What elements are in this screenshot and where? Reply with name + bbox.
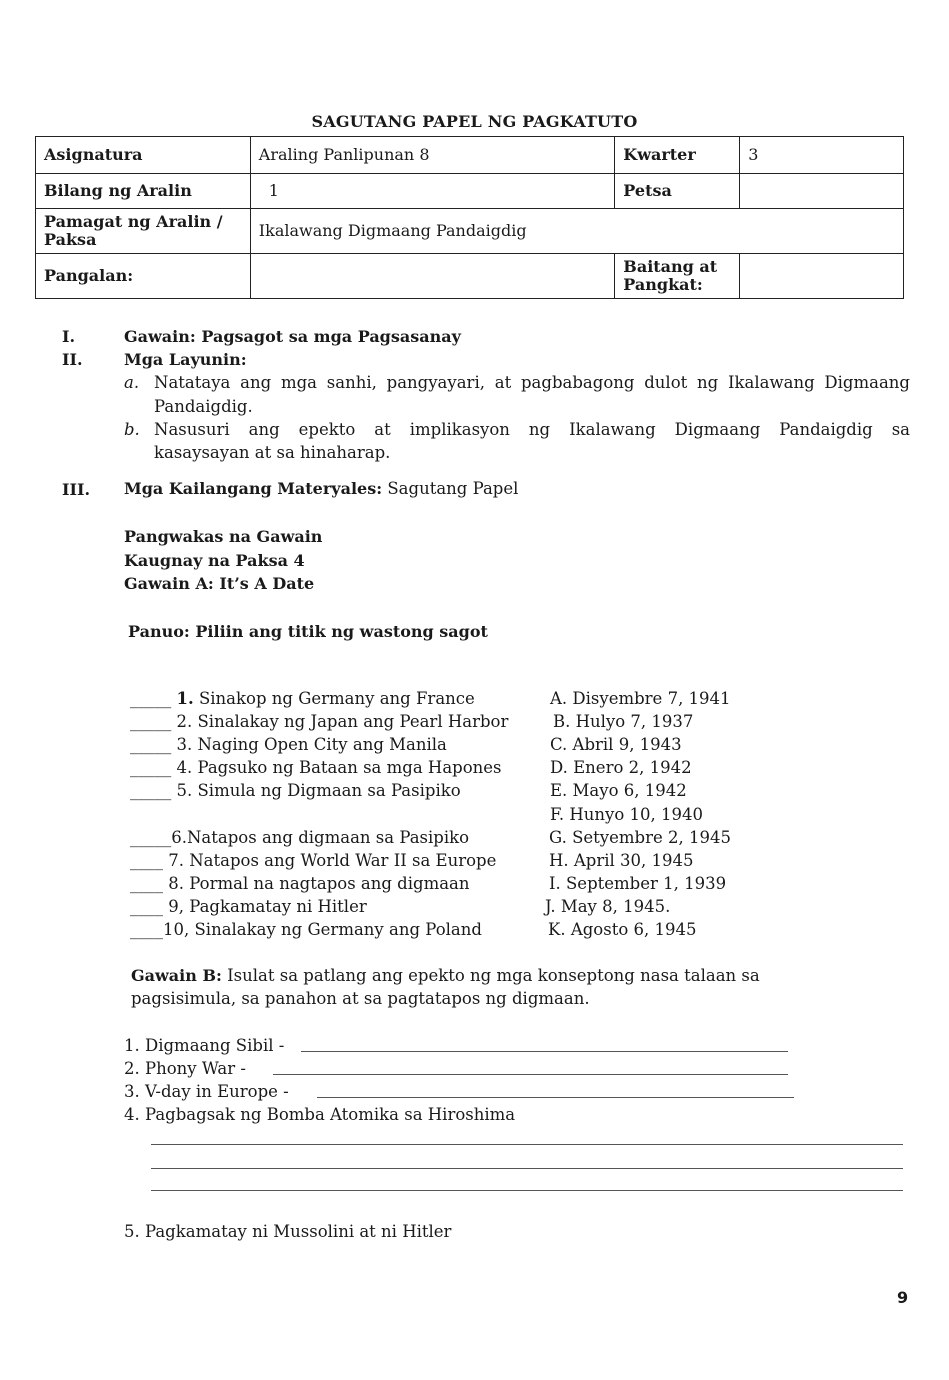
choice-c: C. Abril 9, 1943: [550, 735, 682, 754]
matching-item: [130, 828, 469, 847]
instructions: Panuo: Piliin ang titik ng wastong sagot: [128, 622, 488, 641]
objective-b-line2: kasaysayan at sa hinaharap.: [154, 443, 391, 462]
choice-b: B. Hulyo 7, 1937: [553, 712, 694, 731]
section-1-text: Gawain: Pagsagot sa mga Pagsasanay: [124, 327, 461, 346]
matching-item: [130, 735, 447, 754]
matching-item: [130, 920, 482, 939]
item-text: 7. Natapos ang World War II sa Europe: [163, 851, 497, 870]
activity-heading-3: Gawain A: It’s A Date: [124, 574, 315, 593]
answer-line[interactable]: [151, 1144, 903, 1145]
item-text: 2. Sinalakay ng Japan ang Pearl Harbor: [171, 712, 509, 731]
choice-a: A. Disyembre 7, 1941: [550, 689, 731, 708]
answer-blank[interactable]: _____: [130, 781, 172, 800]
choice-j: J. May 8, 1945.: [545, 897, 671, 916]
answer-blank[interactable]: _____: [130, 828, 172, 847]
matching-item: [130, 874, 470, 893]
gawain-b-item: 4. Pagbagsak ng Bomba Atomika sa Hiroshima: [124, 1105, 516, 1124]
section-1-number: I.: [62, 327, 76, 346]
baitang-field[interactable]: [740, 254, 904, 299]
answer-blank[interactable]: _____: [130, 758, 172, 777]
pamagat-label: Pamagat ng Aralin / Paksa: [36, 209, 251, 254]
asignatura-label: Asignatura: [36, 137, 251, 174]
materials-label: Mga Kailangang Materyales:: [124, 479, 383, 498]
objective-b-line1: Nasusuri ang epekto at implikasyon ng Ikalawang Digmaang Pandaigdig sa: [154, 420, 910, 439]
pangalan-label: Pangalan:: [36, 254, 251, 299]
item-text: 3. Naging Open City ang Manila: [171, 735, 447, 754]
answer-blank[interactable]: ____: [130, 851, 163, 870]
gawain-b-line1: [131, 966, 760, 985]
item-text: 10, Sinalakay ng Germany ang Poland: [163, 920, 482, 939]
answer-blank[interactable]: _____: [130, 689, 172, 708]
choice-e: E. Mayo 6, 1942: [550, 781, 687, 800]
answer-line[interactable]: [151, 1168, 903, 1169]
answer-blank[interactable]: _____: [130, 735, 172, 754]
asignatura-value: Araling Panlipunan 8: [250, 137, 615, 174]
answer-line[interactable]: [273, 1074, 788, 1075]
item-text: 4. Pagsuko ng Bataan sa mga Hapones: [171, 758, 502, 777]
matching-item: [130, 851, 496, 870]
objective-a-letter: a.: [124, 373, 140, 392]
petsa-label: Petsa: [615, 174, 740, 209]
gawain-b-item: 5. Pagkamatay ni Mussolini at ni Hitler: [124, 1222, 452, 1241]
choice-h: H. April 30, 1945: [549, 851, 694, 870]
header-table: [35, 136, 904, 299]
kwarter-label: Kwarter: [615, 137, 740, 174]
matching-item: [130, 781, 461, 800]
activity-heading-1: Pangwakas na Gawain: [124, 527, 323, 546]
choice-d: D. Enero 2, 1942: [550, 758, 692, 777]
gawain-b-label: Gawain B:: [131, 966, 222, 985]
answer-blank[interactable]: ____: [130, 897, 163, 916]
materials-value: Sagutang Papel: [382, 479, 519, 498]
page-number: 9: [897, 1288, 909, 1307]
answer-line[interactable]: [317, 1097, 794, 1098]
gawain-b-line2: pagsisimula, sa panahon at sa pagtatapos ng digmaan.: [131, 989, 590, 1008]
gawain-b-item: 1. Digmaang Sibil -: [124, 1036, 285, 1055]
answer-line[interactable]: [151, 1190, 903, 1191]
choice-f: F. Hunyo 10, 1940: [550, 805, 703, 824]
item-number: 1.: [176, 689, 194, 708]
matching-item: [130, 758, 502, 777]
choice-i: I. September 1, 1939: [549, 874, 727, 893]
gawain-b-item: 2. Phony War -: [124, 1059, 246, 1078]
answer-blank[interactable]: ____: [130, 874, 163, 893]
objective-a-line2: Pandaigdig.: [154, 397, 253, 416]
item-text: Sinakop ng Germany ang France: [193, 689, 475, 708]
answer-blank[interactable]: ____: [130, 920, 163, 939]
section-2-text: Mga Layunin:: [124, 350, 247, 369]
matching-item: [130, 712, 508, 731]
choice-k: K. Agosto 6, 1945: [548, 920, 697, 939]
pangalan-field[interactable]: [250, 254, 615, 299]
item-text: 8. Pormal na nagtapos ang digmaan: [163, 874, 470, 893]
item-text: 9, Pagkamatay ni Hitler: [163, 897, 367, 916]
bilang-label: Bilang ng Aralin: [36, 174, 251, 209]
gawain-b-instruction: Isulat sa patlang ang epekto ng mga konseptong nasa talaan sa: [221, 966, 760, 985]
objective-a-line1: Natataya ang mga sanhi, pangyayari, at pagbabagong dulot ng Ikalawang Digmaang: [154, 373, 910, 392]
petsa-field[interactable]: [740, 174, 904, 209]
item-text: 5. Simula ng Digmaan sa Pasipiko: [171, 781, 461, 800]
section-2-number: II.: [62, 350, 83, 369]
answer-line[interactable]: [301, 1051, 788, 1052]
item-text: 6.Natapos ang digmaan sa Pasipiko: [171, 828, 470, 847]
objective-b-letter: b.: [124, 420, 140, 439]
choice-g: G. Setyembre 2, 1945: [549, 828, 731, 847]
baitang-label: Baitang at Pangkat:: [615, 254, 740, 299]
bilang-value: 1: [250, 174, 615, 209]
activity-heading-2: Kaugnay na Paksa 4: [124, 551, 305, 570]
matching-item: [130, 689, 475, 708]
gawain-b-item: 3. V-day in Europe -: [124, 1082, 289, 1101]
matching-item: [130, 897, 367, 916]
document-title: SAGUTANG PAPEL NG PAGKATUTO: [311, 112, 638, 131]
section-3-line: [124, 479, 518, 498]
section-3-number: III.: [62, 480, 91, 499]
pamagat-value: Ikalawang Digmaang Pandaigdig: [250, 209, 903, 254]
kwarter-value: 3: [740, 137, 904, 174]
answer-blank[interactable]: _____: [130, 712, 172, 731]
